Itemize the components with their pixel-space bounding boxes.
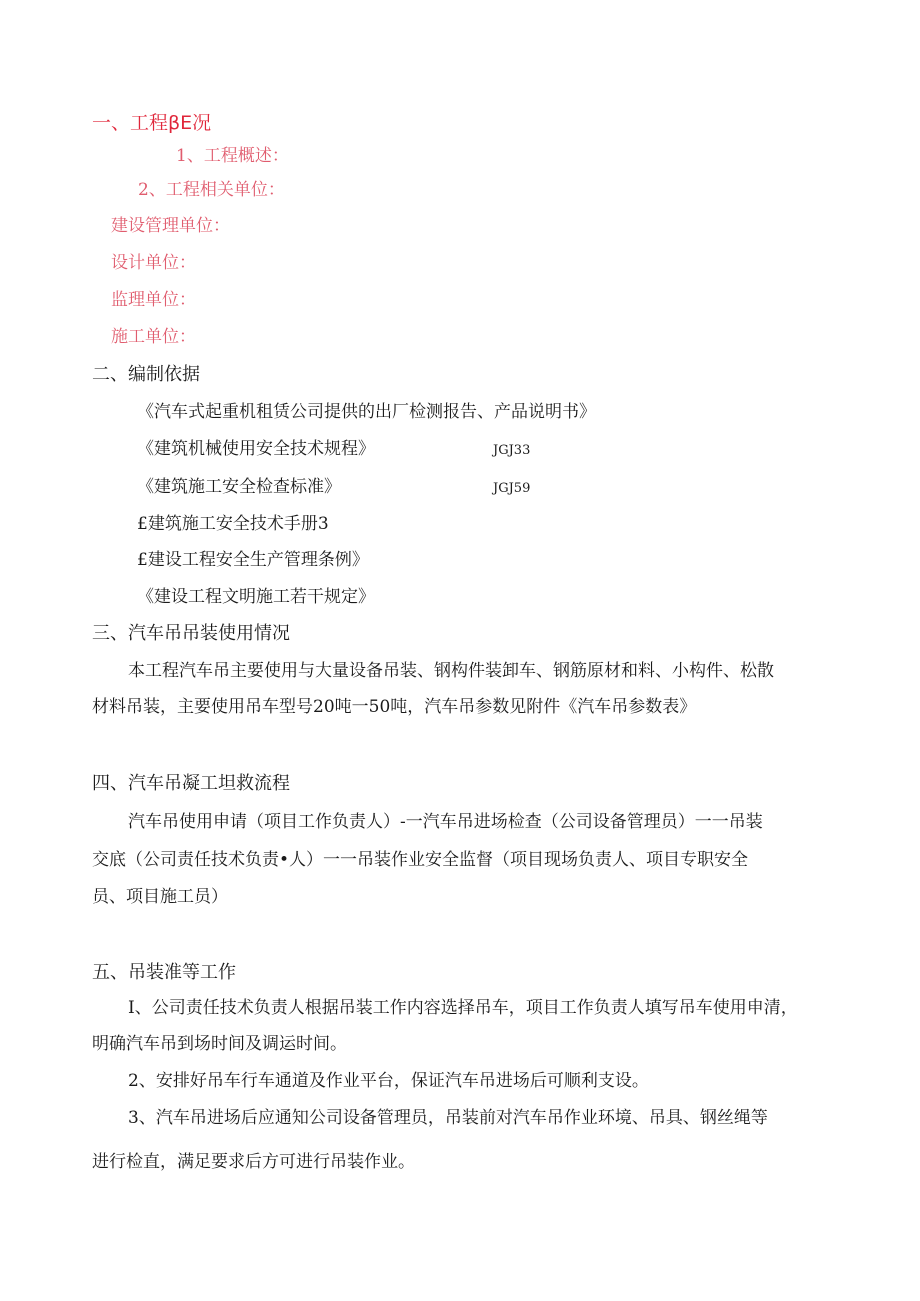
section5-heading: 五、吊装准等工作 <box>92 962 236 983</box>
paragraph-line: 员、项目施工员） <box>92 887 228 907</box>
contractor-unit-label: 施工单位： <box>111 327 196 347</box>
overview-label: 1、工程概述： <box>176 146 289 166</box>
reference-item: 《建筑施工安全检查标准》 <box>137 477 341 497</box>
paragraph-line: 2、安排好吊车行车通道及作业平台，保证汽车吊进场后可顺利支设。 <box>128 1071 649 1091</box>
paragraph-line: 交底（公司责任技术负责•人）一一吊装作业安全监督（项目现场负责人、项目专职安全 <box>92 850 749 870</box>
paragraph-line: I、公司责任技术负责人根据吊装工作内容选择吊车，项目工作负责人填写吊车使用申清， <box>128 998 798 1018</box>
reference-code: JGJ59 <box>493 481 531 496</box>
design-unit-label: 设计单位： <box>111 253 196 273</box>
paragraph-line: 汽车吊使用申请（项目工作负责人）-一汽车吊进场检查（公司设备管理员）一一吊装 <box>128 812 763 832</box>
paragraph-line: 进行检直，满足要求后方可进行吊装作业。 <box>92 1152 415 1172</box>
paragraph-line: 本工程汽车吊主要使用与大量设备吊装、钢构件装卸车、钢筋原材和料、小构件、松散 <box>128 661 774 681</box>
paragraph-line: 材料吊装，主要使用吊车型号20吨一50吨，汽车吊参数见附件《汽车吊参数表》 <box>92 697 697 717</box>
construction-management-unit-label: 建设管理单位： <box>111 216 230 236</box>
section3-heading: 三、汽车吊吊装使用情况 <box>92 623 290 644</box>
reference-item: 《汽车式起重机租赁公司提供的出厂检测报告、产品说明书》 <box>137 402 596 422</box>
section4-heading: 四、汽车吊凝工坦救流程 <box>92 773 290 794</box>
reference-item: 《建设工程文明施工若干规定》 <box>137 587 375 607</box>
reference-code: JGJ33 <box>493 443 531 458</box>
paragraph-line: 明确汽车吊到场时间及调运时间。 <box>92 1034 347 1054</box>
reference-item: £建筑施工安全技术手册3 <box>137 514 329 534</box>
related-units-label: 2、工程相关单位： <box>138 180 285 200</box>
reference-item: 《建筑机械使用安全技术规程》 <box>137 439 375 459</box>
paragraph-line: 3、汽车吊进场后应通知公司设备管理员，吊装前对汽车吊作业环境、吊具、钢丝绳等 <box>128 1108 768 1128</box>
supervision-unit-label: 监理单位： <box>111 290 196 310</box>
section2-heading: 二、编制依据 <box>92 364 200 385</box>
reference-item: £建设工程安全生产管理条例》 <box>137 550 369 570</box>
section1-heading: 一、工程βE况 <box>92 112 212 134</box>
